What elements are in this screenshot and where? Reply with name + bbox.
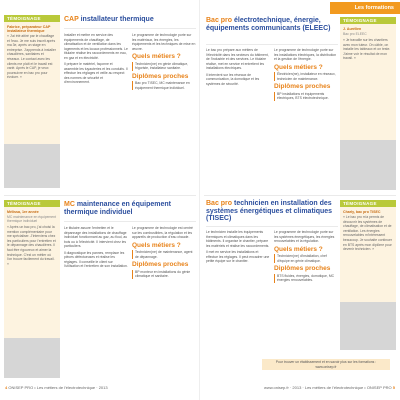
article-paragraph: Le technicien installe les équipements thermiques et climatiques dans les bâtiments. Il organise le chantier, prépare les matériels et réalise les raccordements. bbox=[206, 230, 270, 248]
article-paragraph: Il met en service les installations et effectue les réglages. Il peut encadrer une petite équipe sur le chantier. bbox=[206, 250, 270, 263]
article-title bbox=[206, 17, 338, 32]
article-title-lead: MC bbox=[64, 201, 75, 208]
jobs-heading: Quels métiers ? bbox=[132, 53, 181, 60]
article-title-rest: électrotechnique, énergie, équipements communicants (ELEEC) bbox=[206, 17, 331, 32]
article-paragraph: Le bac pro prépare aux métiers de l'électricité dans les secteurs du bâtiment, de l'industrie et des services. Le titulaire réalise, met en service et entretient les installations électriques. bbox=[206, 48, 269, 70]
related-diplomas-heading: Diplômes proches bbox=[132, 72, 189, 80]
article-title-rest: technicien en installation des systèmes énergétiques et climatiques (TISEC) bbox=[206, 200, 333, 223]
testimonial-heading: TÉMOIGNAGE bbox=[4, 15, 60, 22]
article-title-lead: CAP bbox=[64, 16, 79, 23]
article-sidebar bbox=[274, 230, 338, 285]
jobs-heading: Quels métiers ? bbox=[132, 241, 181, 249]
related-diplomas-text: BTS fluides, énergies, domotique, MC énergies renouvelables. bbox=[274, 274, 338, 283]
divider bbox=[64, 221, 196, 222]
testimonial-name: Fabrice, préparateur CAP installateur thermique bbox=[7, 25, 51, 33]
article-paragraph: Le programme de technologie porte sur les systèmes énergétiques, les énergies renouvelables et la régulation. bbox=[274, 230, 335, 243]
testimonial-heading: TÉMOIGNAGE bbox=[340, 200, 396, 207]
jobs-text: Technicien(ne) de maintenance, agent de dépannage. bbox=[132, 250, 196, 259]
testimonial-role: MC maintenance en équipement thermique individuel bbox=[7, 215, 57, 223]
article-title-lead: Bac pro bbox=[206, 17, 233, 24]
page-footer-left bbox=[5, 385, 108, 390]
article-sidebar bbox=[274, 48, 338, 103]
testimonial-quote: « J'ai été attiré par le chauffage et l'eau. Je me suis inscrit après ma 3e, après un stage en entreprise. J'apprends à installer chaudières, sanitaires et réseaux. Le contact avec les clients me plaît et le travail est varié. Après le CAP, je veux poursuivre en bac pro pour évoluer. » bbox=[7, 34, 56, 80]
article-sidebar bbox=[132, 33, 196, 92]
testimonial-photo bbox=[4, 338, 60, 378]
page-number: 4 bbox=[5, 385, 8, 390]
article-paragraph: Il prépare le matériel, façonne et assemble les tuyauteries et les conduits. Il effectue les réglages et veille au respect des normes de sécurité et d'environnement. bbox=[64, 62, 128, 84]
divider bbox=[64, 28, 196, 29]
article-paragraph: Le programme de technologie est centré sur les combustibles, la régulation et les appareils de production d'eau chaude. bbox=[132, 226, 193, 239]
related-diplomas-text: BP monteur en installations du génie climatique et sanitaire. bbox=[132, 270, 196, 279]
article-body bbox=[206, 230, 270, 266]
testimonial-quote: « Le bac pro m'a permis de découvrir les systèmes de chauffage, de climatisation et de ventilation. Les énergies renouvelables m'intéressent beaucoup. Je souhaite continuer en BTS après mon diplôme pour devenir technicien. » bbox=[343, 215, 393, 252]
article-paragraph: Installer et mettre en service des équipements de chauffage, de climatisation et de ventilation dans les logements et les locaux professionnels. Le titulaire réalise les raccordements en eau, en gaz et en électricité. bbox=[64, 33, 128, 60]
section-tab: Les formations bbox=[330, 2, 400, 14]
article-title bbox=[206, 200, 338, 223]
related-diplomas-text: Bac pro TISEC, MC maintenance en équipement thermique individuel. bbox=[132, 81, 196, 90]
article-paragraph: Il intervient sur les réseaux de communication, la domotique et les systèmes de sécurité. bbox=[206, 72, 260, 86]
jobs-heading: Quels métiers ? bbox=[274, 63, 323, 71]
article-title-rest: maintenance en équipement thermique individuel bbox=[64, 201, 171, 216]
jobs-text: Technicien(ne) en génie climatique, frigoriste, installateur sanitaire. bbox=[132, 62, 196, 71]
article-title bbox=[64, 201, 196, 216]
divider bbox=[206, 44, 338, 45]
divider bbox=[204, 195, 396, 196]
divider bbox=[206, 226, 338, 227]
footer-text: ONISEP PRO • Les métiers de l'électrotechnique · 2013 bbox=[8, 385, 108, 390]
article-title-lead: Bac pro bbox=[206, 200, 233, 207]
testimonial-photo bbox=[340, 302, 396, 350]
testimonial-role: Bac pro ELEEC bbox=[343, 32, 367, 36]
testimonial-photo bbox=[340, 140, 396, 190]
jobs-heading: Quels métiers ? bbox=[274, 245, 323, 253]
page-number: 5 bbox=[392, 385, 395, 390]
article-paragraph: Le titulaire assure l'entretien et le dépannage des installations de chauffage individuel fonctionnant au gaz, au fioul, au bois ou à l'électricité. Il intervient chez les particuliers. bbox=[64, 226, 128, 248]
info-banner: Pour trouver un établissement et en savoir plus sur les formations : www.onisep.fr bbox=[262, 359, 390, 370]
article-body bbox=[64, 33, 128, 87]
article-paragraph: Le programme de technologie porte sur les matériaux, les énergies, les équipements et les techniques de mise en œuvre. bbox=[132, 33, 196, 51]
jobs-text: Électricien(ne), installateur en réseaux, technicien de maintenance. bbox=[274, 72, 338, 81]
testimonial-quote: « Je travaille sur les chantiers avec mon tuteur. On câble, on installe les tableaux et on teste. J'aime voir le résultat de mon travail. » bbox=[343, 38, 391, 61]
article-sidebar bbox=[132, 226, 196, 281]
divider bbox=[4, 195, 196, 196]
right-page bbox=[200, 0, 400, 400]
article-paragraph: Il diagnostique les pannes, remplace les pièces défectueuses et réalise les réglages. Il conseille le client sur l'utilisation et l'entretien de son installation. bbox=[64, 250, 128, 268]
testimonial-heading: TÉMOIGNAGE bbox=[4, 200, 60, 207]
related-diplomas-heading: Diplômes proches bbox=[274, 265, 331, 272]
article-body bbox=[206, 48, 270, 88]
testimonial-heading: TÉMOIGNAGE bbox=[340, 17, 396, 24]
testimonial-photo bbox=[4, 144, 60, 188]
article-title-rest: installateur thermique bbox=[78, 16, 154, 23]
article-body bbox=[64, 226, 128, 271]
article-paragraph: Le programme de technologie porte sur les installations électriques, la distribution et la gestion de l'énergie. bbox=[274, 48, 337, 61]
related-diplomas-heading: Diplômes proches bbox=[274, 83, 331, 90]
testimonial-name: J. Aurélien bbox=[343, 27, 362, 31]
footer-text: www.onisep.fr · 2013 · Les métiers de l'électrotechnique • ONISEP PRO bbox=[263, 385, 392, 390]
testimonial-quote: « Après un bac pro, j'ai choisi la mention complémentaire pour me spécialiser. J'interviens chez les particuliers pour l'entretien et le dépannage des chaudières. Il faut être rigoureux et aimer la technique. C'est un métier où l'on trouve facilement du travail. » bbox=[7, 225, 56, 266]
related-diplomas-text: BP installations et équipements électriques, BTS électrotechnique. bbox=[274, 92, 338, 101]
related-diplomas-heading: Diplômes proches bbox=[132, 261, 189, 268]
page-footer-right bbox=[264, 385, 395, 390]
testimonial-name: Mélissa, 1re année bbox=[7, 210, 39, 214]
jobs-text: Technicien(ne) d'installation, chef d'équipe en génie climatique. bbox=[274, 254, 338, 263]
testimonial-name: Charly, bac pro TISEC bbox=[343, 210, 381, 214]
article-title bbox=[64, 16, 196, 24]
